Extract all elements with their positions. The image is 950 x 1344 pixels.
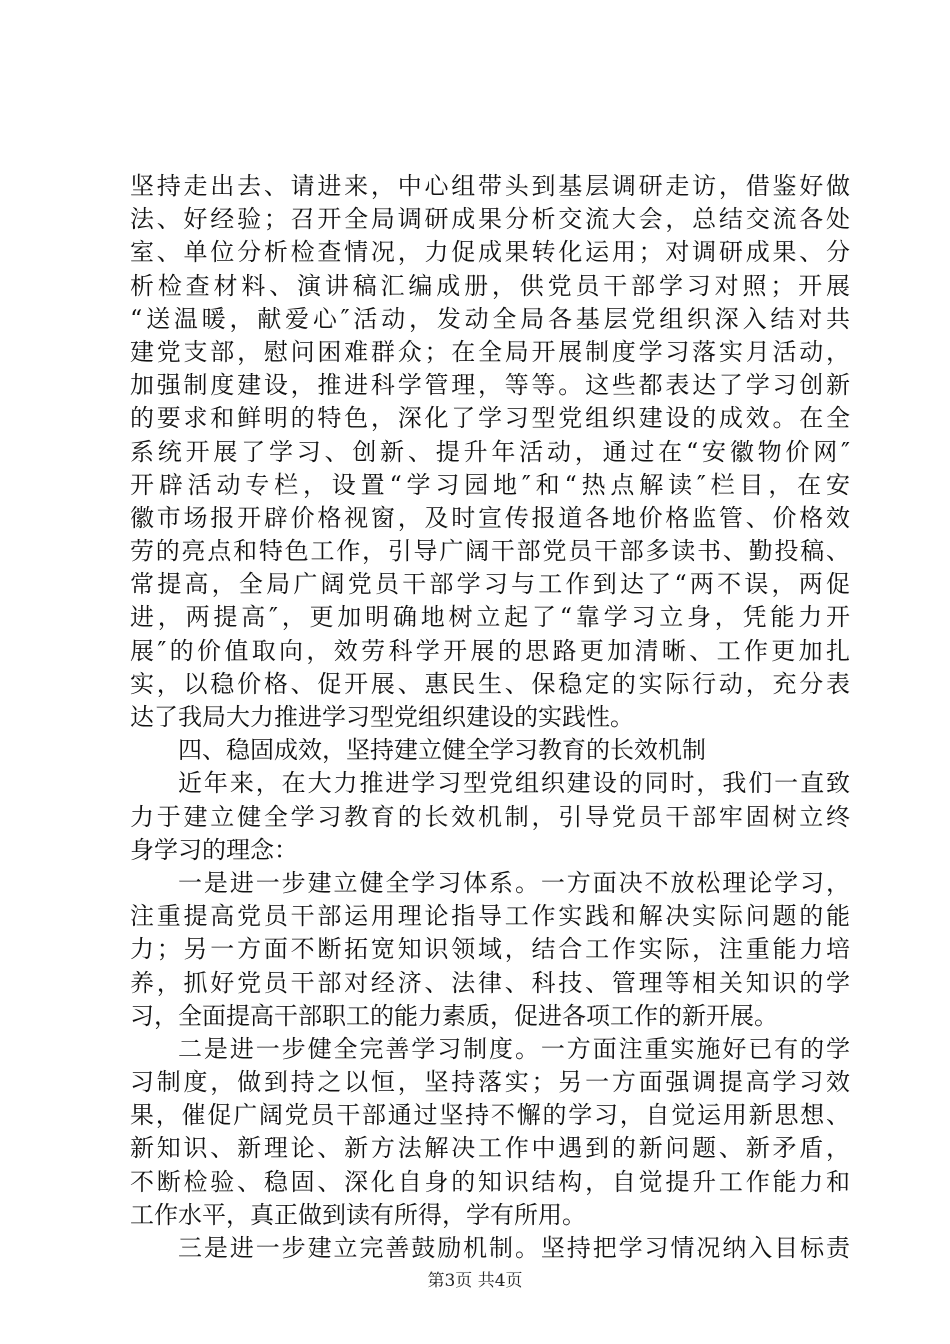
paragraph	[130, 1232, 850, 1265]
paragraph	[130, 170, 850, 734]
text-line: 的要求和鲜明的特色，深化了学习型党组织建设的成效。在全	[130, 404, 850, 433]
page-number: 第3页 共4页	[427, 1271, 523, 1291]
text-line: 养，抓好党员干部对经济、法律、科技、管理等相关知识的学	[130, 968, 850, 997]
text-line: 新知识、新理论、新方法解决工作中遇到的新问题、新矛盾，	[130, 1134, 850, 1163]
text-line: 一是进一步建立健全学习体系。一方面决不放松理论学习，	[178, 868, 850, 897]
text-line: 二是进一步健全完善学习制度。一方面注重实施好已有的学	[178, 1034, 850, 1063]
text-line: 展″的价值取向，效劳科学开展的思路更加清晰、工作更加扎	[130, 636, 850, 665]
text-line: 不断检验、稳固、深化自身的知识结构，自觉提升工作能力和	[130, 1167, 850, 1196]
paragraph	[130, 867, 850, 1033]
text-line: 坚持走出去、请进来，中心组带头到基层调研走访，借鉴好做	[130, 172, 850, 200]
text-line: 析检查材料、演讲稿汇编成册，供党员干部学习对照；开展	[130, 271, 850, 300]
text-line: 果，催促广阔党员干部通过坚持不懈的学习，自觉运用新思想、	[130, 1101, 850, 1130]
text-line: 进，两提高″，更加明确地树立起了“靠学习立身，凭能力开	[130, 603, 850, 632]
text-line: 室、单位分析检查情况，力促成果转化运用；对调研成果、分	[130, 238, 850, 267]
paragraph	[130, 767, 850, 867]
text-line: 力于建立健全学习教育的长效机制，引导党员干部牢固树立终	[130, 802, 850, 831]
text-line: 身学习的理念：	[130, 835, 298, 864]
paragraph	[130, 1033, 850, 1232]
text-line: 加强制度建设，推进科学管理，等等。这些都表达了学习创新	[130, 371, 850, 400]
text-line: 习制度，做到持之以恒，坚持落实；另一方面强调提高学习效	[130, 1068, 850, 1097]
text-line: 徽市场报开辟价格视窗，及时宣传报道各地价格监管、价格效	[130, 503, 850, 532]
page-footer	[0, 1266, 950, 1291]
text-line: 习，全面提高干部职工的能力素质，促进各项工作的新开展。	[130, 1001, 778, 1030]
text-line: 开辟活动专栏，设置“学习园地″和“热点解读″栏目，在安	[130, 470, 850, 499]
text-line: 常提高，全局广阔党员干部学习与工作到达了“两不误，两促	[130, 570, 850, 599]
text-line: 工作水平，真正做到读有所得，学有所用。	[130, 1200, 586, 1229]
text-line: 实，以稳价格、促开展、惠民生、保稳定的实际行动，充分表	[130, 669, 850, 698]
text-line: 劳的亮点和特色工作，引导广阔干部党员干部多读书、勤投稿、	[130, 537, 850, 566]
text-line: 近年来，在大力推进学习型党组织建设的同时，我们一直致	[178, 769, 850, 798]
text-line: 三是进一步建立完善鼓励机制。坚持把学习情况纳入目标责	[178, 1234, 850, 1262]
text-line: 达了我局大力推进学习型党组织建设的实践性。	[130, 703, 634, 731]
text-line: 力；另一方面不断拓宽知识领域，结合工作实际，注重能力培	[130, 935, 850, 964]
text-line: “送温暖，献爱心″活动，发动全局各基层党组织深入结对共	[130, 304, 850, 333]
text-line: 注重提高党员干部运用理论指导工作实践和解决实际问题的能	[130, 902, 850, 931]
text-line: 系统开展了学习、创新、提升年活动，通过在“安徽物价网″	[130, 437, 850, 466]
section-heading: 四、稳固成效，坚持建立健全学习教育的长效机制	[178, 736, 706, 765]
text-line: 法、好经验；召开全局调研成果分析交流大会，总结交流各处	[130, 205, 850, 234]
text-line: 建党支部，慰问困难群众；在全局开展制度学习落实月活动，	[130, 337, 850, 366]
body-text	[130, 170, 850, 1265]
